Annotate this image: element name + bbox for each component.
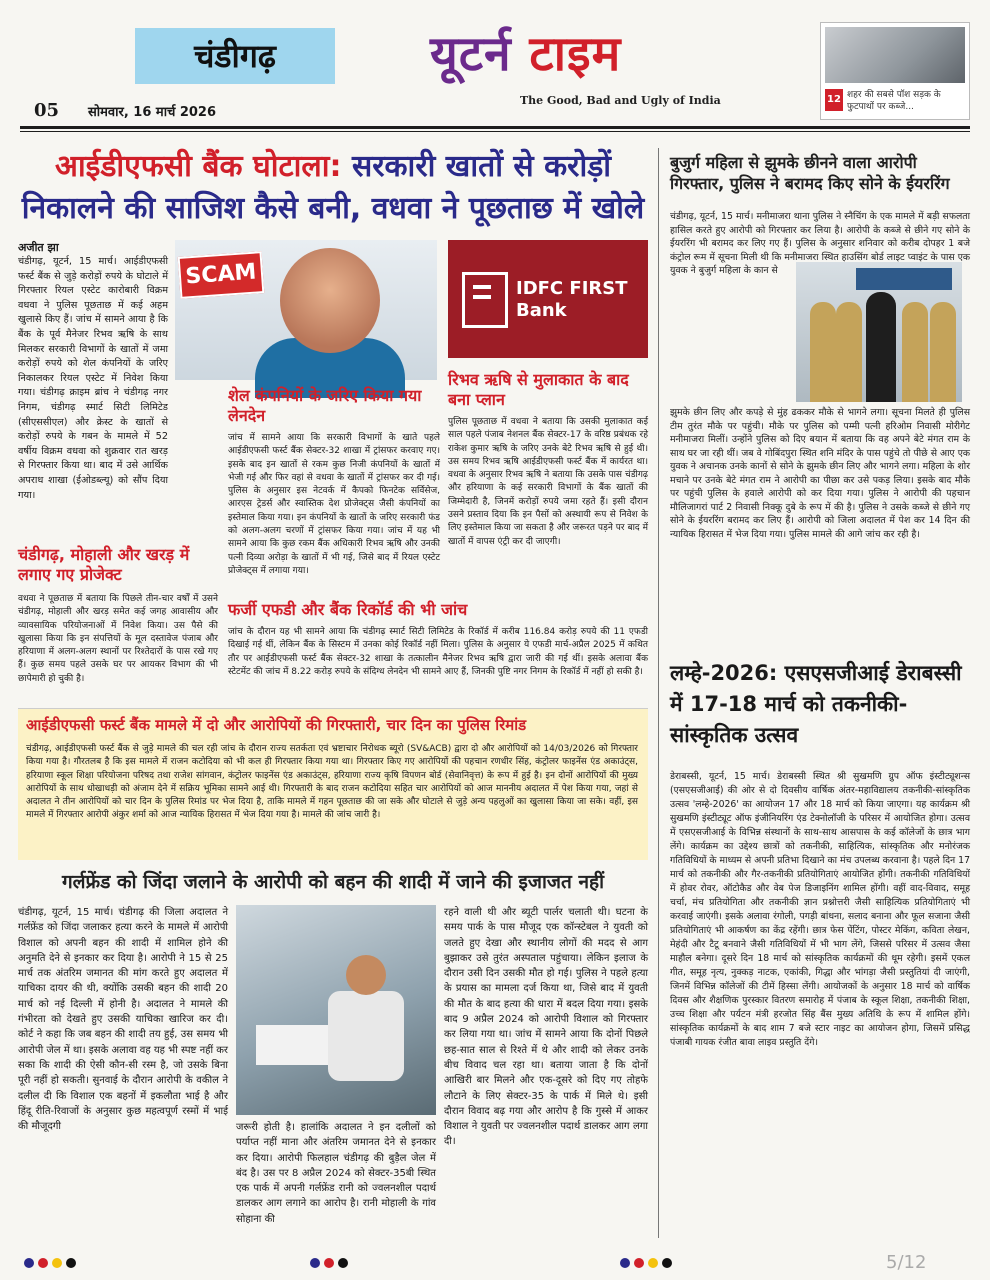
dot [38,1258,48,1268]
section-heading: शेल कंपनियों के जरिए किया गया लेनदेन [228,386,422,425]
bank-name: IDFC FIRST Bank [516,278,628,321]
promo-teaser[interactable] [820,22,970,120]
column-divider [658,148,659,1238]
dot [662,1258,672,1268]
masthead-part2: टाइम [529,26,622,82]
section-fake-fd [228,600,648,679]
page-marker: 5/12 [886,1252,927,1273]
main-lead: चंडीगढ़, यूटर्न, 15 मार्च। आईडीएफसी फर्स्ट बैंक से जुड़े करोड़ों रुपये के घोटाले में गिरफ्तार रियल एस्टेट कारोबारी विक्रम वधवा ने पुलिस पूछताछ में कई अहम खुलासे किए हैं। जांच में सामने आया है कि बैंक के पूर्व मैनेजर रिभव ऋषि के साथ मिलकर सरकारी विभागों के खातों में जमा करोड़ों रुपये को शेल कंपनियों के जरिए निकालकर रियल एस्टेट में निवेश किया गया। चंडीगढ़ क्राइम ब्रांच ने चंडीगढ़ नगर निगम, चंडीगढ़ स्मार्ट सिटी लिमिटेड (सीएससीएल) और क्रेस्ट के खातों से करोड़ों रुपये के गबन के मामले में 52 वर्षीय विक्रम वधवा को शुक्रवार रात खरड़ से गिरफ्तार किया था। बाद में उसे आर्थिक अपराध शाखा (ईओडब्ल्यू) को सौंप दिया गया। [18,256,168,501]
promo-photo [825,27,965,83]
section-body: जांच में सामने आया कि सरकारी विभागों के खाते पहले आईडीएफसी फर्स्ट बैंक सेक्टर-32 शाखा में ट्रांसफर करवाए गए। इसके बाद इन खातों से रकम कुछ निजी कंपनियों के खातों में भेजी गई और फिर वहां से वधवा के खातों में ट्रांसफर कर दी गई। पुलिस के अनुसार इस नेटवर्क में कैपको फिनटेक सर्विसेज, आरएस ट्रेडर्स और स्वास्तिक देश प्रोजेक्ट्स जैसी कंपनियों का इस्तेमाल किया गया। इन कंपनियों के खातों के जरिए सरकारी फंड को अलग-अलग चरणों में ट्रांसफर किया गया। जांच में यह भी सामने आया कि कुछ रकम बैंक अधिकारी रिभव ऋषि और उनकी पत्नी दिव्या अरोड़ा के खातों में भी गई, जिसे बाद में रियल एस्टेट प्रोजेक्ट्स में लगाया गया। [228,433,440,576]
photo-person-head [346,955,386,995]
section-projects [18,545,218,686]
footer-dots-right [620,1253,676,1267]
snatching-body-bottom: झुमके छीन लिए और कपड़े से मुंह ढककर मौके से भागने लगा। सूचना मिलते ही पुलिस टीम तुरंत मौके पर पहुंची। मौके पर पुलिस को पम्मी पत्नी हरिओम निवासी मोरीगेट मनीमाजरा मिलीं। उन्होंने पुलिस को दिए बयान में बताया कि वह अपने बेटे मंगत राम के साथ घर जा रही थीं। जब वे गोबिंदपुरा स्थित शनि मंदिर के पास पहुंचे तो पीछे से आए एक युवक ने अचानक उनके कानों से सोने के झुमके छीन लिए और भागने लगा। महिला के शोर मचाने पर उनके बेटे मंगत राम ने आरोपी का पीछा कर उसे पकड़ लिया। इसके बाद मौके पर पहुंची पुलिस के हवाले आरोपी को कर दिया गया। पुलिस ने आरोपी की पहचान मौलिजागरां पार्ट 2 निवासी निक्कू दुबे के रूप में की है। पुलिस ने उसके कब्जे से छीने गए सोने के ईयररिंग बरामद कर लिए हैं। आरोपी को जिला अदालत में पेश कर 14 दिन की न्यायिक हिरासत में भेज दिया गया। पुलिस मामले की आगे जांच कर रही है। [670,407,970,540]
promo-page: 12 [825,89,843,111]
footer-dots-mid [310,1253,352,1267]
main-lead-column [18,240,168,503]
promo-text: शहर की सबसे पॉश सड़क के फुटपाथों पर कब्जे... [847,90,941,112]
masthead [430,18,660,90]
photo-officer [930,302,956,402]
gf-col3: रहने वाली थी और ब्यूटी पार्लर चलाती थी। घटना के समय पार्क के पास मौजूद एक कॉन्स्टेबल ने युवती को जलते हुए देखा और स्थानीय लोगों की मदद से आग बुझाकर उसे तुरंत अस्पताल पहुंचाया। लेकिन इलाज के दौरान उसी दिन उसकी मौत हो गई। पुलिस ने पहले हत्या के प्रयास का मामला दर्ज किया था, जिसे बाद में युवती की मौत के बाद हत्या की धारा में बदल दिया गया। इसके बाद 9 अप्रैल 2024 को आरोपी विशाल को गिरफ्तार कर लिया गया था। जांच में सामने आया कि दोनों पिछले छह-सात साल से रिश्ते में थे और शादी को लेकर उनके बीच विवाद चल रहा था। बताया जाता है कि दोनों आखिरी बार मिलने और एक-दूसरे को दिए गए तोहफे लौटाने के लिए सेक्टर-35 के पार्क में मिले थे। इसी दौरान विवाद बढ़ गया और आरोप है कि गुस्से में आकर विशाल ने युवती पर ज्वलनशील पदार्थ डालकर आग लगा दी। [444,907,648,1148]
dot [52,1258,62,1268]
section-heading: चंडीगढ़, मोहाली और खरड़ में लगाए गए प्रोजेक्ट [18,545,190,584]
photo-officer [902,302,928,402]
byline: अजीत झा [18,241,59,254]
header-rule-thin [20,131,970,132]
header-rule [20,126,970,129]
city-banner: चंडीगढ़ [135,28,335,84]
gf-col2: जरूरी होती है। हालांकि अदालत ने इन दलीलों को पर्याप्त नहीं माना और अंतरिम जमानत देने से इनकार कर दिया। आरोपी फिलहाल चंडीगढ़ की बुड़ैल जेल में बंद है। उस पर 8 अप्रैल 2024 को सेक्टर-35बी स्थित एक पार्क में अपनी गर्लफ्रेंड रानी को ज्वलनशील पदार्थ डालकर आग लगाने का आरोप है। रानी मोहाली के गांव सोहाना की [236,1122,436,1225]
gf-photo [236,905,436,1115]
snatching-body-side [670,262,790,404]
section-heading: फर्जी एफडी और बैंक रिकॉर्ड की भी जांच [228,600,468,619]
photo-face [280,248,380,353]
arrests-headline: आईडीएफसी फर्स्ट बैंक मामले में दो और आरोपियों की गिरफ्तारी, चार दिन का पुलिस रिमांड [26,716,527,734]
dot [620,1258,630,1268]
arrest-photo [796,262,962,402]
fest-headline: लम्हे-2026: एसएसजीआई डेराबस्सी में 17-18 मार्च को तकनीकी-सांस्कृतिक उत्सव [670,661,962,747]
footer-dots-left [24,1253,80,1267]
page-number: 05 [34,100,60,121]
main-headline-rest: सरकारी खातों से करोड़ों निकालने की साजिश कैसे बनी, वधवा ने पूछताछ में खोले [21,149,645,226]
section-shell-companies [228,386,440,578]
photo-board [856,268,952,290]
photo-officer [836,302,862,402]
section-body: पुलिस पूछताछ में वधवा ने बताया कि उसकी मुलाकात कई साल पहले पंजाब नेशनल बैंक सेक्टर-17 के वरिष्ठ प्रबंधक रहे राकेश कुमार ऋषि के जरिए उनके बेटे रिभव ऋषि से हुई थी। उस समय रिभव ऋषि आईडीएफसी फर्स्ट बैंक में कार्यरत था। वधवा के अनुसार रिभव ऋषि ने बताया कि उसके पास चंडीगढ़ और हरियाणा के कई सरकारी विभागों के बैंक खातों की जिम्मेदारी है, जिनमें करोड़ों रुपये जमा रहते हैं। इसी दौरान उसने प्रस्ताव दिया कि इन पैसों को अस्थायी रूप से निवेश के लिए इस्तेमाल किया जा सकता है और जरूरत पड़ने पर बाद में खातों में वापस एंट्री कर दी जाएगी। [448,417,648,547]
dot [648,1258,658,1268]
dot [66,1258,76,1268]
section-body: जांच के दौरान यह भी सामने आया कि चंडीगढ़ स्मार्ट सिटी लिमिटेड के रिकॉर्ड में करीब 116.84 करोड़ रुपये की 11 एफडी दिखाई गई थीं, लेकिन बैंक के सिस्टम में उनका कोई रिकॉर्ड नहीं मिला। पुलिस के अनुसार ये एफडी मार्च-अप्रैल 2025 में कथित तौर पर आईडीएफसी फर्स्ट बैंक सेक्टर-32 शाखा के तत्कालीन मैनेजर रिभव ऋषि द्वारा जारी की गई थीं। इसके अलावा बैंक स्टेटमेंट की जांच में 8.22 करोड़ रुपये के संदिग्ध लेनदेन भी सामने आए हैं, जिनकी पुष्टि नगर निगम के रिकॉर्ड में नहीं हो सकी है। [228,627,648,677]
dot [24,1258,34,1268]
snatching-body-top: चंडीगढ़, यूटर्न, 15 मार्च। मनीमाजरा थाना पुलिस ने स्नैचिंग के एक मामले में बड़ी सफलता हासिल करते हुए आरोपी को गिरफ्तार कर लिया है। आरोपी के कब्जे से छीने गए सोने के ईयररिंग भी बरामद कर लिए गए हैं। पुलिस के अनुसार शनिवार को करीब दोपहर 1 बजे कंट्रोल रूम में सूचना मिली थी कि मनीमाजरा स्थित हाउसिंग बोर्ड लाइट प्वाइंट के पास एक युवक ने बुजुर्ग महिला के कान से [670,211,970,276]
dot [310,1258,320,1268]
dot [634,1258,644,1268]
masthead-part1: यूटर्न [430,26,512,82]
tagline: The Good, Bad and Ugly of India [520,94,721,107]
dot [338,1258,348,1268]
photo-person-body [328,991,404,1081]
snatching-headline: बुजुर्ग महिला से झुमके छीनने वाला आरोपी गिरफ्तार, पुलिस ने बरामद किए सोने के ईयररिंग [670,153,950,193]
accused-photo [175,240,437,380]
arrests-body: चंडीगढ़, आईडीएफसी फर्स्ट बैंक से जुड़े मामले की चल रही जांच के दौरान राज्य सतर्कता एवं भ्रष्टाचार निरोधक ब्यूरो (SV&ACB) द्वारा दो और आरोपियों को 14/03/2026 को गिरफ्तार किया गया है। गौरतलब है कि इस मामले में राजन कटोदिया को भी कल ही गिरफ्तार किया गया था। गिरफ्तार किए गए आरोपियों की पहचान रणधीर सिंह, कंट्रोलर फाइनेंस एंड अकाउंट्स, हरियाणा स्कूल शिक्षा परियोजना परिषद तथा राजेश सांगवान, कंट्रोलर फाइनेंस एंड अकाउंट्स, हरियाणा राज्य कृषि विपणन बोर्ड (सेवानिवृत्त) के रूप में हुई है। इन दोनों आरोपियों की मुख्य आरोपियों के साथ धोखाधड़ी को अंजाम देने में सक्रिय भूमिका सामने आई थी। गिरफ्तारी के बाद राजन कटोदिया सहित चार आरोपियों को आज माननीय अदालत में पेश किया गया, जहां से अदालत ने तीन आरोपियों को चार दिन के पुलिस रिमांड पर भेज दिया है, ताकि मामले में गहन पूछताछ की जा सके और घोटाले से जुड़े अन्य पहलुओं का खुलासा किया जा सके। वहीं, इस मामले में गिरफ्तार आरोपी अंकुर शर्मा को आज न्यायिक हिरासत में भेज दिया गया है। मामले की जांच जारी है। [26,744,638,821]
bank-logo-icon [462,272,508,328]
section-heading: रिभव ऋषि से मुलाकात के बाद बना प्लान [448,370,629,409]
arrests-box [18,708,648,860]
fest-body: डेराबस्सी, यूटर्न, 15 मार्च। डेराबस्सी स्थित श्री सुखमणि ग्रुप ऑफ इंस्टीट्यूशन्स (एसएसजीआई) की ओर से दो दिवसीय वार्षिक अंतर-महाविद्यालय तकनीकी-सांस्कृतिक उत्सव 'लम्हे-2026' का आयोजन 17 और 18 मार्च को किया जाएगा। यह कार्यक्रम श्री सुखमणि इंस्टीट्यूट ऑफ इंजीनियरिंग एंड टेक्नोलॉजी के परिसर में आयोजित होगा। उत्सव में एसएसजीआई के विभिन्न संस्थानों के साथ-साथ आसपास के कई कॉलेजों के छात्र भाग लेंगे। कार्यक्रम का उद्देश्य छात्रों को तकनीकी, साहित्यिक, सांस्कृतिक और मनोरंजक गतिविधियों के माध्यम से अपनी प्रतिभा दिखाने का मंच उपलब्ध करवाना है। पहले दिन 17 मार्च को तकनीकी और गैर-तकनीकी प्रतियोगिताएं आयोजित होंगी। तकनीकी गतिविधियों में होवर रोवर, ऑटोकैड और वेब पेज डिजाइनिंग शामिल होंगी। वहीं वाद-विवाद, समूह चर्चा, मंच प्रतियोगिता और तकनीकी ज्ञान प्रश्नोत्तरी जैसी साहित्यिक प्रतियोगिताएं भी करवाई जाएंगी। इसके अलावा रंगोली, पगड़ी बांधना, सलाद बनाना और फूल सजाना जैसी प्रतियोगिताएं भी आकर्षण का केंद्र रहेंगी। छात्र फेस पेंटिंग, पोस्टर मेकिंग, कविता लेखन, मेहंदी और टैटू बनवाने जैसी गतिविधियों में भी भाग लेंगे, जिससे परिसर में उत्सव जैसा माहौल बनेगा। दूसरे दिन 18 मार्च को सांस्कृतिक कार्यक्रमों की धूम रहेगी। इसमें एकल गीत, समूह नृत्य, नुक्कड़ नाटक, एकांकी, गिद्धा और भांगड़ा जैसी प्रस्तुतियां दी जाएंगी, जिनमें विभिन्न कॉलेजों की टीमें हिस्सा लेंगी। आयोजकों के अनुसार 18 मार्च को वार्षिक दिवस और शैक्षणिक पुरस्कार वितरण समारोह में पंजाब के स्कूल शिक्षा, तकनीकी शिक्षा, उच्च शिक्षा और पर्यटन मंत्री हरजोत सिंह बैंस मुख्य अतिथि के रूप में शामिल होंगे। सांस्कृतिक कार्यक्रमों के बाद शाम 7 बजे स्टार नाइट का आयोजन होगा, जिसमें प्रसिद्ध पंजाबी गायक रंजीत बावा लाइव प्रस्तुति देंगे। [670,771,970,1048]
main-headline-red: आईडीएफसी बैंक घोटाला: [54,149,342,184]
gf-headline: गर्लफ्रेंड को जिंदा जलाने के आरोपी को बहन की शादी में जाने की इजाजत नहीं [61,871,605,893]
photo-officer [810,302,836,402]
bank-logo-panel [448,240,648,358]
dateline: सोमवार, 16 मार्च 2026 [88,105,217,120]
scam-badge: SCAM [178,251,265,299]
dot [324,1258,334,1268]
gf-col1: चंडीगढ़, यूटर्न, 15 मार्च। चंडीगढ़ की जिला अदालत ने गर्लफ्रेंड को जिंदा जलाकर हत्या करने के मामले में आरोपी विशाल को अपनी बहन की शादी में शामिल होने की अनुमति देने से इनकार कर दिया है। आरोपी ने 15 से 25 मार्च तक अंतरिम जमानत की मांग करते हुए अदालत में याचिका दायर की थी, क्योंकि उसकी बहन की शादी 20 मार्च को नई दिल्ली में होनी है। अदालत ने मामले की गंभीरता को देखते हुए उसकी याचिका खारिज कर दी। कोर्ट ने कहा कि जब बहन की शादी तय हुई, उस समय भी आरोपी जेल में था। इसके अलावा वह यह भी स्पष्ट नहीं कर सका कि शादी की ऐसी कौन-सी रस्म है, जो उसके बिना पूरी नहीं हो सकती। सुनवाई के दौरान आरोपी के वकील ने दलील दी कि विशाल एक बहनों में इकलौता भाई है और हिंदू रीति-रिवाजों के अनुसार कुछ महत्वपूर्ण रस्मों में भाई की मौजूदगी [18,907,228,1133]
section-rishi-meeting [448,370,648,549]
section-body: वधवा ने पूछताछ में बताया कि पिछले तीन-चार वर्षों में उसने चंडीगढ़, मोहाली और खरड़ समेत कई जगह आवासीय और व्यावसायिक परियोजनाओं में निवेश किया। उस पैसे की खुलासा किया कि इन संपत्तियों के मूल दस्तावेज पंजाब और हरियाणा में अलग-अलग स्थानों पर रिश्तेदारों के पास रखे गए हैं। कुछ समय पहले उसके घर पर आयकर विभाग की भी छापेमारी हो चुकी है। [18,594,218,684]
photo-accused [866,292,896,402]
